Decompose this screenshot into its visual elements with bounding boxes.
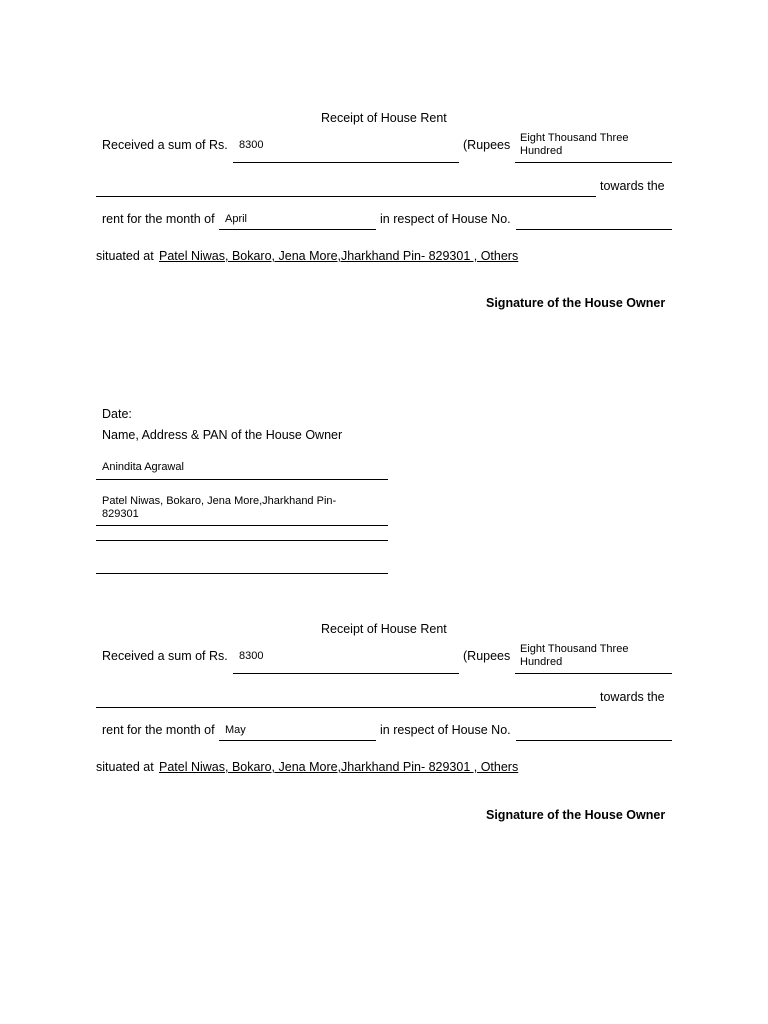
owner-name-value: Anindita Agrawal [102,461,184,473]
rupees-label: (Rupees [463,649,511,663]
owner-pan-line [96,573,388,574]
situated-at-label: situated at [96,760,154,774]
situated-at-label: situated at [96,249,154,263]
signature-label: Signature of the House Owner [486,808,666,822]
amount-value: 8300 [239,650,264,662]
owner-address-line [96,525,388,526]
blank-line [96,196,596,197]
signature-label: Signature of the House Owner [486,296,666,310]
amount-words-value: Eight Thousand Three Hundred [520,132,629,157]
in-respect-label: in respect of House No. [380,212,511,226]
month-value: April [225,213,248,225]
amount-words-value: Eight Thousand Three Hundred [520,643,629,668]
amount-line [233,162,459,163]
in-respect-label: in respect of House No. [380,723,511,737]
rupees-label: (Rupees [463,138,511,152]
house-no-line [516,740,672,741]
house-no-line [516,229,672,230]
amount-line [233,673,459,674]
month-value: May [225,724,246,736]
owner-address-value: Patel Niwas, Bokaro, Jena More,Jharkhand Pin- 829301 [102,495,337,520]
amount-words-line [515,673,672,674]
month-line [219,229,376,230]
rent-month-label: rent for the month of [102,723,215,737]
owner-name-line [96,479,388,480]
amount-value: 8300 [239,139,264,151]
month-line [219,740,376,741]
address-value: Patel Niwas, Bokaro, Jena More,Jharkhand Pin- 829301 , Others [159,249,519,263]
owner-details-label: Name, Address & PAN of the House Owner [102,428,343,442]
blank-line [96,707,596,708]
date-label: Date: [102,407,132,421]
towards-label: towards the [600,690,665,704]
address-value: Patel Niwas, Bokaro, Jena More,Jharkhand Pin- 829301 , Others [159,760,519,774]
amount-words-line [515,162,672,163]
received-sum-label: Received a sum of Rs. [102,649,228,663]
receipt-title: Receipt of House Rent [321,111,447,125]
owner-extra-line [96,540,388,541]
rent-month-label: rent for the month of [102,212,215,226]
towards-label: towards the [600,179,665,193]
received-sum-label: Received a sum of Rs. [102,138,228,152]
receipt-title: Receipt of House Rent [321,622,447,636]
